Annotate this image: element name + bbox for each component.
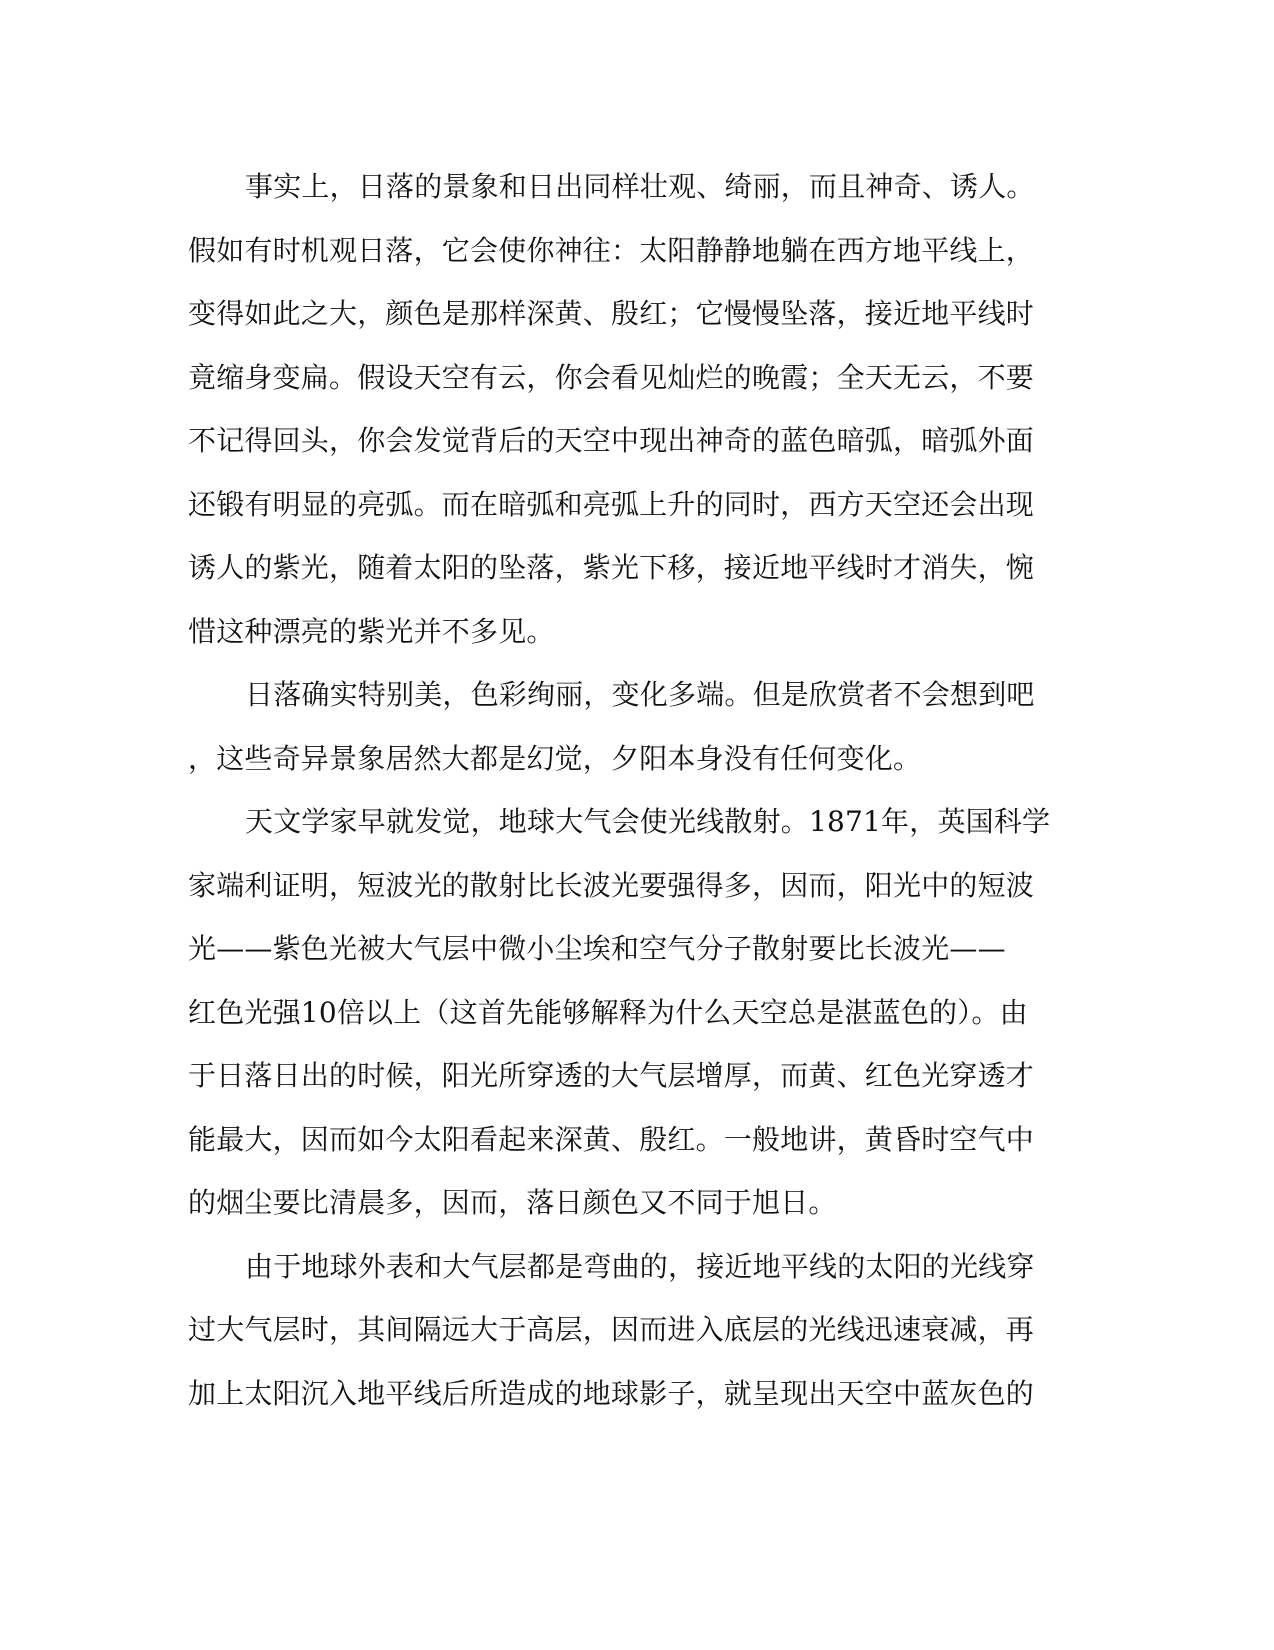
text-line: 加上太阳沉入地平线后所造成的地球影子，就呈现出天空中蓝灰色的	[188, 1376, 1035, 1410]
text-line: 能最大，因而如今太阳看起来深黄、殷红。一般地讲，黄昏时空气中	[188, 1122, 1035, 1156]
text-line: 不记得回头，你会发觉背后的天空中现出神奇的蓝色暗弧，暗弧外面	[188, 424, 1035, 457]
text-line: 惜这种漂亮的紫光并不多见。	[188, 614, 555, 648]
text-line: 竟缩身变扁。假设天空有云，你会看见灿烂的晚霞；全天无云，不要	[188, 360, 1035, 394]
text-line: 诱人的紫光，随着太阳的坠落，紫光下移，接近地平线时才消失，惋	[188, 551, 1035, 584]
text-line: 由于地球外表和大气层都是弯曲的，接近地平线的太阳的光线穿	[245, 1249, 1035, 1283]
text-line: 过大气层时，其间隔远大于高层，因而进入底层的光线迅速衰减，再	[188, 1313, 1035, 1346]
text-line: 日落确实特别美，色彩绚丽，变化多端。但是欣赏者不会想到吧	[245, 678, 1035, 711]
text-line: 的烟尘要比清晨多，因而，落日颜色又不同于旭日。	[188, 1186, 837, 1219]
text-line: 天文学家早就发觉，地球大气会使光线散射。1871年，英国科学	[245, 805, 1051, 838]
body-text	[188, 155, 1068, 1425]
text-line: 变得如此之大，颜色是那样深黄、殷红；它慢慢坠落，接近地平线时	[188, 297, 1035, 330]
text-line: 红色光强10倍以上（这首先能够解释为什么天空总是湛蓝色的）。由	[188, 995, 1028, 1029]
text-line: 事实上，日落的景象和日出同样壮观、绮丽，而且神奇、诱人。	[245, 170, 1035, 203]
text-line: ，这些奇异景象居然大都是幻觉，夕阳本身没有任何变化。	[188, 741, 922, 775]
text-line: 光——紫色光被大气层中微小尘埃和空气分子散射要比长波光——	[188, 932, 1006, 965]
text-line: 假如有时机观日落，它会使你神往：太阳静静地躺在西方地平线上，	[188, 233, 1035, 267]
text-line: 家端利证明，短波光的散射比长波光要强得多，因而，阳光中的短波	[188, 868, 1035, 902]
text-line: 于日落日出的时候，阳光所穿透的大气层增厚，而黄、红色光穿透才	[188, 1059, 1035, 1092]
text-line: 还锻有明显的亮弧。而在暗弧和亮弧上升的同时，西方天空还会出现	[188, 487, 1035, 521]
